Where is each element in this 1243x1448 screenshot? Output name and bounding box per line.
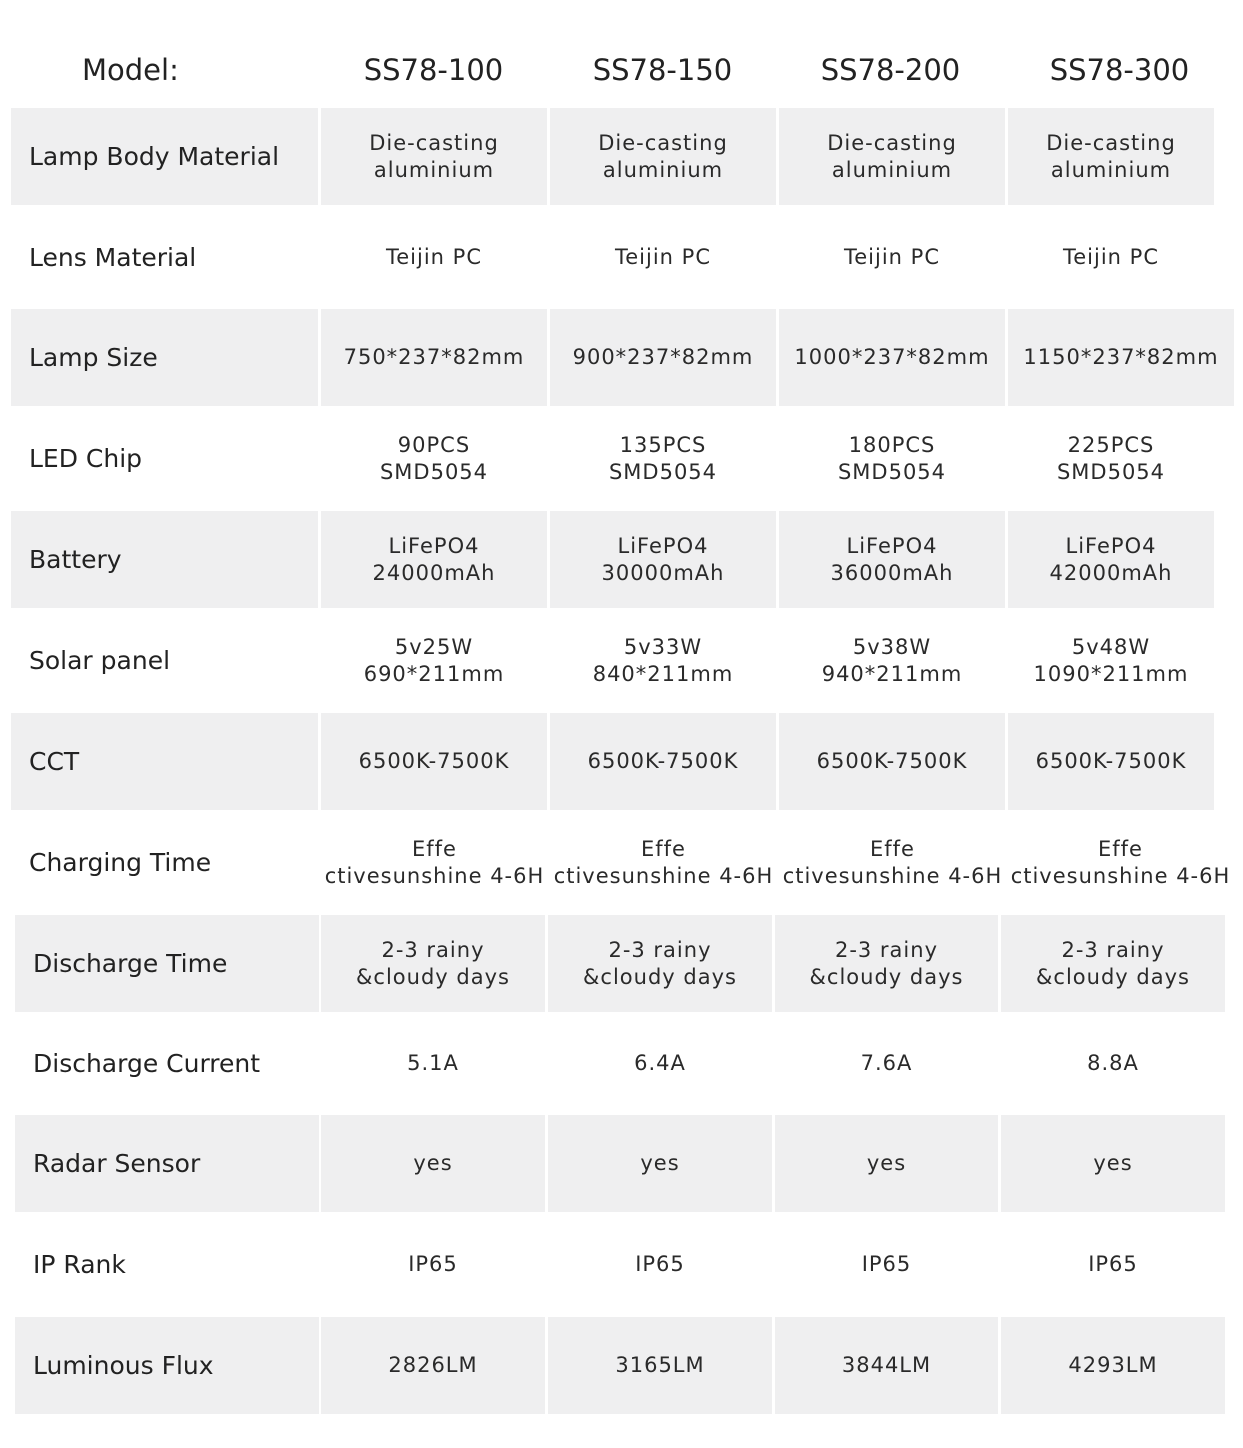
spec-value: IP65: [408, 1252, 458, 1276]
spec-value: 6500K-7500K: [321, 713, 547, 810]
spec-label: Lamp Size: [11, 309, 318, 406]
spec-label: LED Chip: [29, 444, 143, 473]
spec-label: Lens Material: [29, 243, 197, 272]
spec-value: 5.1A: [407, 1051, 459, 1075]
table-row: [0, 1015, 1243, 1112]
spec-value: LiFePO4 24000mAh: [321, 511, 547, 608]
spec-label: Radar Sensor: [15, 1115, 319, 1212]
spec-label: Charging Time: [29, 848, 212, 877]
spec-value: 1000*237*82mm: [779, 309, 1005, 406]
spec-value: Effe ctivesunshine 4-6H: [324, 836, 545, 888]
spec-value: Die-casting aluminium: [550, 108, 776, 205]
model-name-ss78-150: SS78-150: [592, 53, 733, 87]
model-name-ss78-100: SS78-100: [363, 53, 504, 87]
spec-value: Teijin PC: [1063, 245, 1159, 269]
spec-label: Lamp Body Material: [11, 108, 318, 205]
spec-value: 5v38W 940*211mm: [821, 634, 963, 686]
spec-value: LiFePO4 42000mAh: [1008, 511, 1214, 608]
spec-value: LiFePO4 36000mAh: [779, 511, 1005, 608]
spec-label: Battery: [11, 511, 318, 608]
spec-value: LiFePO4 30000mAh: [550, 511, 776, 608]
spec-value: 8.8A: [1087, 1051, 1139, 1075]
spec-value: yes: [775, 1115, 998, 1212]
spec-value: 750*237*82mm: [321, 309, 547, 406]
spec-value: IP65: [635, 1252, 685, 1276]
table-row: [0, 814, 1243, 911]
spec-value: 4293LM: [1001, 1317, 1225, 1414]
spec-label: Discharge Time: [15, 915, 319, 1012]
spec-value: 3165LM: [548, 1317, 772, 1414]
spec-value: 90PCS SMD5054: [379, 432, 489, 484]
spec-label: Discharge Current: [33, 1049, 261, 1078]
spec-value: Teijin PC: [844, 245, 940, 269]
table-row: [0, 309, 1243, 406]
table-row: [0, 108, 1243, 205]
spec-value: 6.4A: [634, 1051, 686, 1075]
spec-value: 5v48W 1090*211mm: [1033, 634, 1189, 686]
spec-value: 5v33W 840*211mm: [592, 634, 734, 686]
table-row: [0, 1317, 1243, 1414]
spec-value: 1150*237*82mm: [1008, 309, 1234, 406]
spec-value: IP65: [1088, 1252, 1138, 1276]
table-row: [0, 511, 1243, 608]
spec-value: 2-3 rainy &cloudy days: [775, 915, 998, 1012]
spec-value: yes: [321, 1115, 545, 1212]
spec-value: 225PCS SMD5054: [1056, 432, 1166, 484]
spec-value: 2826LM: [321, 1317, 545, 1414]
table-row: [0, 1216, 1243, 1313]
table-row: [0, 915, 1243, 1012]
spec-value: Die-casting aluminium: [779, 108, 1005, 205]
table-row: [0, 1115, 1243, 1212]
spec-value: 135PCS SMD5054: [608, 432, 718, 484]
spec-label: IP Rank: [33, 1250, 126, 1279]
spec-value: Die-casting aluminium: [1008, 108, 1214, 205]
table-row: [0, 713, 1243, 810]
spec-value: Teijin PC: [386, 245, 482, 269]
spec-label: Solar panel: [29, 646, 171, 675]
spec-value: 3844LM: [775, 1317, 998, 1414]
spec-value: 7.6A: [860, 1051, 913, 1075]
spec-value: 180PCS SMD5054: [837, 432, 947, 484]
spec-value: 900*237*82mm: [550, 309, 776, 406]
spec-value: Die-casting aluminium: [321, 108, 547, 205]
model-header-label: Model:: [82, 53, 179, 87]
spec-value: 6500K-7500K: [1008, 713, 1214, 810]
spec-value: Effe ctivesunshine 4-6H: [553, 836, 774, 888]
spec-value: 2-3 rainy &cloudy days: [321, 915, 545, 1012]
spec-value: IP65: [861, 1252, 912, 1276]
spec-value: 6500K-7500K: [550, 713, 776, 810]
spec-value: 2-3 rainy &cloudy days: [548, 915, 772, 1012]
spec-value: yes: [1001, 1115, 1225, 1212]
spec-label: Luminous Flux: [15, 1317, 319, 1414]
spec-value: Teijin PC: [615, 245, 711, 269]
table-row: [0, 410, 1243, 507]
spec-value: Effe ctivesunshine 4-6H: [782, 836, 1003, 888]
model-name-ss78-200: SS78-200: [820, 53, 961, 87]
table-row: [0, 612, 1243, 709]
spec-value: 5v25W 690*211mm: [363, 634, 505, 686]
spec-label: CCT: [11, 713, 318, 810]
model-header-row: [0, 40, 1243, 100]
model-name-ss78-300: SS78-300: [1049, 53, 1190, 87]
spec-value: 6500K-7500K: [779, 713, 1005, 810]
spec-value: Effe ctivesunshine 4-6H: [1010, 836, 1231, 888]
table-row: [0, 209, 1243, 306]
spec-value: yes: [548, 1115, 772, 1212]
spec-value: 2-3 rainy &cloudy days: [1001, 915, 1225, 1012]
